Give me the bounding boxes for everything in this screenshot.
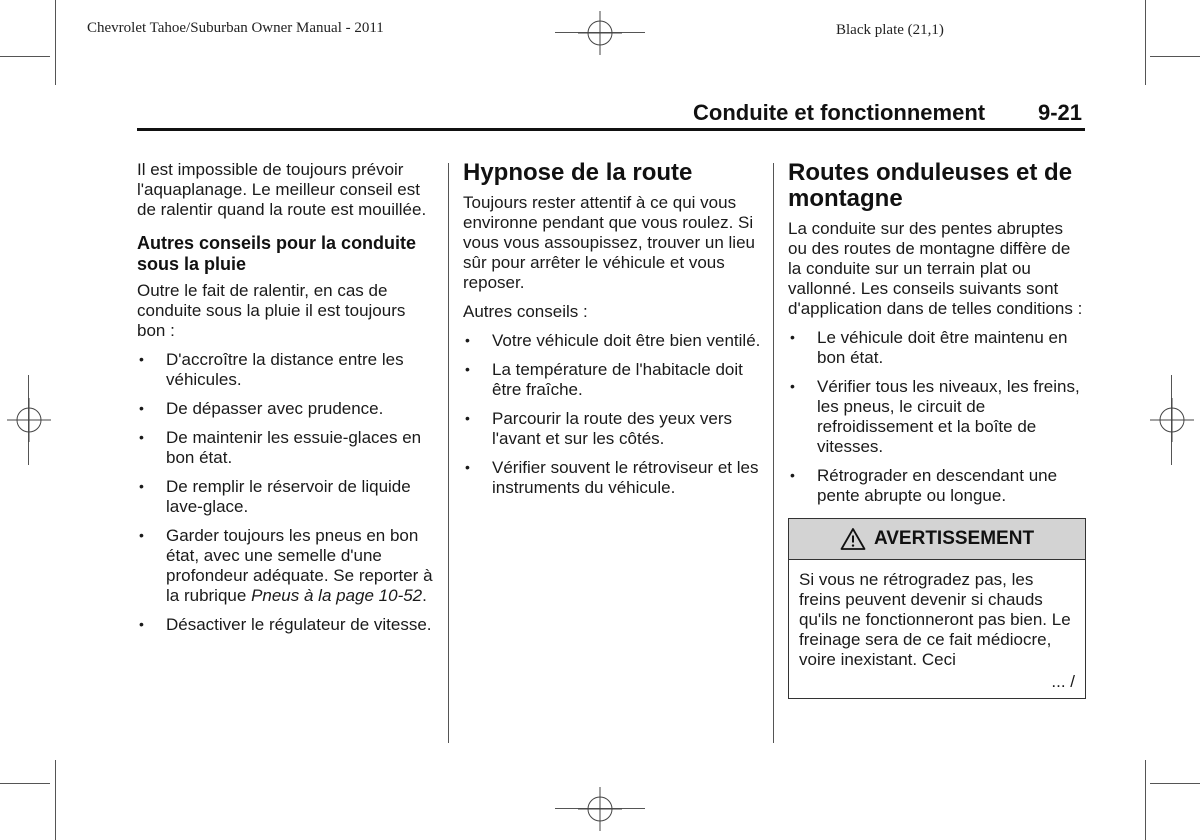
column-3 (788, 160, 1086, 699)
list-item: • De maintenir les essuie-glaces en bon état. (139, 428, 422, 467)
subheading: Autres conseils pour la conduite sous la pluie (137, 233, 417, 274)
header-rule (137, 128, 1085, 131)
list-item: • De dépasser avec prudence. (139, 399, 384, 418)
column-divider (448, 163, 449, 743)
warning-body (789, 560, 1085, 698)
crop-mark (0, 56, 50, 57)
paragraph: Outre le fait de ralentir, en cas de conduite sous la pluie il est toujours bon : (137, 281, 406, 340)
bullet-icon: • (465, 361, 470, 377)
crop-mark (1145, 0, 1146, 85)
plate-label: Black plate (21,1) (836, 22, 944, 38)
section-heading: Hypnose de la route (463, 159, 693, 186)
list-item: • Vérifier tous les niveaux, les freins, les pneus, le circuit de refroidissement et la boîte de vitesses. (790, 377, 1080, 456)
crop-mark (55, 760, 56, 840)
registration-mark-icon (1147, 395, 1197, 445)
bullet-icon: • (139, 400, 144, 416)
manual-title: Chevrolet Tahoe/Suburban Owner Manual - 2011 (87, 20, 384, 36)
list-item: • D'accroître la distance entre les véhicules. (139, 350, 404, 389)
list-item: • Rétrograder en descendant une pente abrupte ou longue. (790, 466, 1058, 505)
list-item: • La température de l'habitacle doit être fraîche. (465, 360, 743, 399)
bullet-icon: • (139, 351, 144, 367)
crop-mark (1150, 783, 1200, 784)
list-item: • Vérifier souvent le rétroviseur et les instruments du véhicule. (465, 458, 759, 497)
list-item: • Désactiver le régulateur de vitesse. (139, 615, 432, 634)
warning-header (789, 519, 1085, 560)
list-item: • Votre véhicule doit être bien ventilé. (465, 331, 761, 350)
crop-mark (1150, 56, 1200, 57)
paragraph: La conduite sur des pentes abruptes ou des routes de montagne diffère de la conduite sur un terrain plat ou vallonné. Les conseils suivants sont d'application dans de telles conditions : (788, 219, 1083, 318)
warning-text: Si vous ne rétrogradez pas, les freins peuvent devenir si chauds qu'ils ne fonctionneront pas bien. Le freinage sera de ce fait médiocre, voire inexistant. Ceci (799, 570, 1071, 669)
warning-title: AVERTISSEMENT (873, 528, 1035, 549)
list-item: • Le véhicule doit être maintenu en bon état. (790, 328, 1068, 367)
bullet-list (137, 350, 437, 635)
bullet-icon: • (139, 429, 144, 445)
bullet-icon: • (465, 410, 470, 426)
paragraph: Il est impossible de toujours prévoir l'aquaplanage. Le meilleur conseil est de ralentir quand la route est mouillée. (137, 160, 427, 219)
bullet-icon: • (139, 478, 144, 494)
list-item: • De remplir le réservoir de liquide lave-glace. (139, 477, 411, 516)
registration-mark-icon (575, 8, 625, 58)
registration-mark-icon (4, 395, 54, 445)
bullet-icon: • (790, 329, 795, 345)
column-divider (773, 163, 774, 743)
list-item: • Garder toujours les pneus en bon état, avec une semelle d'une profondeur adéquate. Se reporter à la rubrique Pneus à la page 10-52. (139, 526, 433, 605)
bullet-icon: • (465, 459, 470, 475)
column-1 (137, 160, 437, 644)
bullet-icon: • (139, 527, 144, 543)
column-2 (463, 160, 763, 507)
warning-triangle-icon (840, 527, 866, 551)
section-title: Conduite et fonctionnement (693, 100, 986, 125)
bullet-icon: • (139, 616, 144, 632)
bullet-icon: • (790, 467, 795, 483)
crop-mark (0, 783, 50, 784)
crop-mark (55, 0, 56, 85)
registration-mark-icon (575, 784, 625, 834)
warning-box (788, 518, 1086, 699)
list-item: • Parcourir la route des yeux vers l'avant et sur les côtés. (465, 409, 732, 448)
section-heading: Routes onduleuses et de montagne (788, 159, 1073, 212)
bullet-list (463, 331, 763, 498)
paragraph: Autres conseils : (463, 302, 588, 321)
bullet-icon: • (790, 378, 795, 394)
continued-marker: ... / (1051, 672, 1075, 691)
crop-mark (1145, 760, 1146, 840)
bullet-icon: • (465, 332, 470, 348)
bullet-list (788, 328, 1086, 506)
cross-reference: Pneus à la page 10-52 (251, 586, 423, 605)
paragraph: Toujours rester attentif à ce qui vous environne pendant que vous roulez. Si vous vous assoupissez, trouver un lieu sûr pour arrêter le véhicule et vous reposer. (463, 193, 755, 292)
page-number: 9-21 (1038, 100, 1083, 125)
